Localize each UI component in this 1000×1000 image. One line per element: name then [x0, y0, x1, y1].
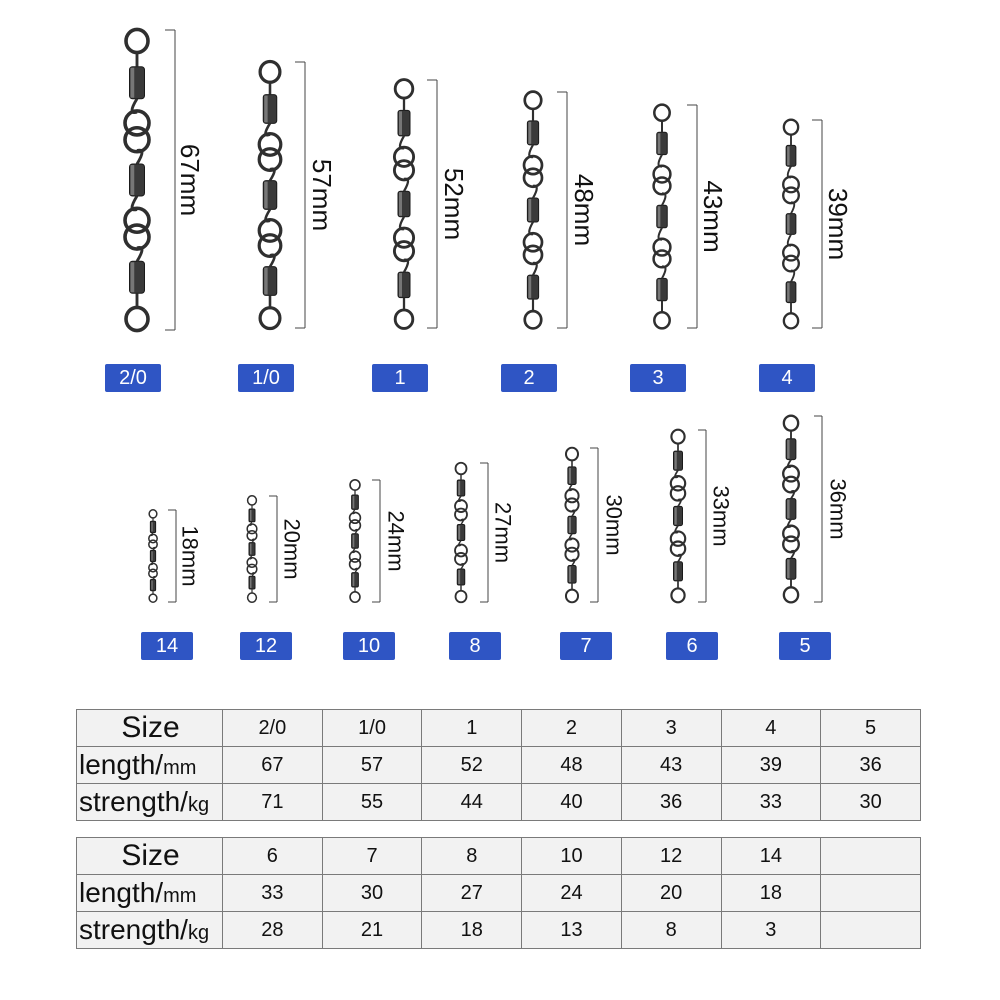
- strength-cell: [821, 912, 921, 949]
- strength-cell: 36: [621, 784, 721, 821]
- length-label: 48mm: [569, 173, 599, 247]
- size-cell: 1/0: [322, 710, 422, 747]
- barrel-highlight: [353, 496, 355, 508]
- eye-ring: [671, 588, 684, 602]
- barrel-highlight: [131, 68, 135, 98]
- length-cell: 43: [621, 747, 721, 784]
- split-ring: [394, 242, 413, 261]
- barrel-highlight: [353, 574, 355, 586]
- swivel-item: [125, 29, 205, 330]
- eye-ring: [654, 105, 669, 121]
- size-table-2: [76, 837, 921, 949]
- wire-loop: [572, 560, 575, 566]
- strength-cell: 71: [223, 784, 323, 821]
- size-cell: 8: [422, 838, 522, 875]
- split-ring: [455, 508, 467, 520]
- length-header-unit: mm: [163, 885, 197, 907]
- eye-ring: [350, 592, 360, 602]
- length-cell: 52: [422, 747, 522, 784]
- split-ring: [125, 225, 149, 249]
- size-badge: 3: [630, 364, 686, 392]
- barrel-highlight: [675, 452, 677, 469]
- size-badge: 5: [779, 632, 831, 660]
- size-badge: 2: [501, 364, 557, 392]
- size-cell: 2: [522, 710, 622, 747]
- size-badge: 14: [141, 632, 193, 660]
- split-ring: [259, 149, 281, 171]
- length-label: 57mm: [307, 158, 337, 232]
- size-cell: 7: [322, 838, 422, 875]
- length-label: 33mm: [708, 485, 734, 547]
- barrel-highlight: [569, 468, 571, 484]
- size-cell: 2/0: [223, 710, 323, 747]
- swivel-item: [783, 120, 853, 329]
- eye-ring: [525, 92, 542, 109]
- barrel-highlight: [399, 192, 402, 216]
- strength-cell: 33: [721, 784, 821, 821]
- length-label: 52mm: [439, 167, 469, 241]
- length-label: 36mm: [825, 478, 851, 540]
- eye-ring: [248, 593, 257, 602]
- size-cell: 14: [721, 838, 821, 875]
- swivel-item: [394, 80, 469, 329]
- length-cell: 24: [522, 875, 622, 912]
- barrel-highlight: [675, 563, 677, 580]
- barrel-highlight: [675, 507, 677, 524]
- wire-loop: [461, 564, 464, 569]
- eye-ring: [566, 590, 578, 603]
- barrel-highlight: [250, 510, 252, 521]
- split-ring: [671, 542, 685, 556]
- size-cell: 5: [821, 710, 921, 747]
- barrel-highlight: [399, 111, 402, 135]
- barrel-highlight: [658, 133, 661, 153]
- eye-ring: [149, 594, 157, 602]
- size-badge: 1/0: [238, 364, 294, 392]
- eye-ring: [395, 80, 413, 98]
- strength-cell: 13: [522, 912, 622, 949]
- length-cell: 33: [223, 875, 323, 912]
- size-cell: 10: [522, 838, 622, 875]
- length-cell: 18: [721, 875, 821, 912]
- size-badge: 4: [759, 364, 815, 392]
- swivel-barrel: [150, 521, 155, 532]
- barrel-highlight: [787, 500, 789, 519]
- table-row-length: [77, 875, 921, 912]
- swivel-item: [149, 510, 203, 602]
- length-label: 43mm: [698, 180, 728, 253]
- wire-loop: [569, 484, 572, 490]
- length-header-label: length/: [79, 749, 164, 780]
- eye-ring: [566, 448, 578, 461]
- swivel-item: [350, 480, 409, 602]
- length-label: 18mm: [177, 525, 203, 587]
- barrel-highlight: [264, 268, 267, 295]
- eye-ring: [149, 510, 157, 518]
- length-cell: 30: [322, 875, 422, 912]
- length-cell: 67: [223, 747, 323, 784]
- length-header: [77, 875, 223, 912]
- table-row-strength: [77, 784, 921, 821]
- strength-cell: 21: [322, 912, 422, 949]
- length-cell: 57: [322, 747, 422, 784]
- size-cell: 12: [621, 838, 721, 875]
- swivel-barrel: [249, 576, 255, 589]
- barrel-highlight: [353, 535, 355, 547]
- swivel-barrel: [249, 509, 255, 522]
- split-ring: [783, 477, 799, 493]
- length-cell: 36: [821, 747, 921, 784]
- strength-cell: 18: [422, 912, 522, 949]
- length-cell: 48: [522, 747, 622, 784]
- swivel-item: [783, 416, 850, 603]
- strength-cell: 3: [721, 912, 821, 949]
- strength-header-unit: kg: [187, 794, 210, 816]
- size-badge: 2/0: [105, 364, 161, 392]
- barrel-highlight: [787, 440, 789, 459]
- split-ring: [783, 537, 799, 553]
- barrel-highlight: [528, 199, 531, 221]
- eye-ring: [260, 308, 280, 329]
- swivel-barrel: [150, 550, 155, 561]
- wire-loop: [459, 496, 462, 501]
- size-badge: 10: [343, 632, 395, 660]
- eye-ring: [248, 496, 257, 505]
- length-label: 27mm: [490, 501, 516, 564]
- barrel-highlight: [151, 551, 152, 560]
- swivel-barrel: [249, 543, 255, 556]
- size-cell: [821, 838, 921, 875]
- table-row-size: [77, 710, 921, 747]
- length-label: 24mm: [383, 510, 409, 572]
- swivel-item: [259, 62, 337, 329]
- wire-loop: [572, 510, 575, 516]
- eye-ring: [784, 120, 798, 135]
- wire-loop: [569, 534, 572, 540]
- eye-ring: [126, 29, 148, 52]
- swivel-item: [247, 496, 304, 602]
- barrel-highlight: [569, 517, 571, 533]
- strength-header-label: strength/: [79, 786, 188, 817]
- barrel-highlight: [658, 279, 661, 299]
- size-cell: 3: [621, 710, 721, 747]
- wire-loop: [461, 519, 464, 524]
- split-ring: [350, 559, 361, 570]
- barrel-highlight: [569, 567, 571, 583]
- swivel-item: [565, 448, 626, 603]
- strength-header-label: strength/: [79, 914, 188, 945]
- barrel-highlight: [131, 165, 135, 195]
- size-cell: 6: [223, 838, 323, 875]
- size-badge: 6: [666, 632, 718, 660]
- strength-cell: 8: [621, 912, 721, 949]
- split-ring: [565, 498, 578, 511]
- eye-ring: [525, 311, 542, 328]
- wire-loop: [355, 529, 357, 533]
- eye-ring: [456, 463, 467, 475]
- strength-header: [77, 784, 223, 821]
- swivel-barrel: [150, 580, 155, 591]
- eye-ring: [395, 310, 413, 328]
- barrel-highlight: [658, 206, 661, 226]
- strength-cell: 44: [422, 784, 522, 821]
- size-badge: 7: [560, 632, 612, 660]
- barrel-highlight: [528, 122, 531, 144]
- wire-loop: [353, 509, 355, 513]
- size-header: Size: [77, 838, 223, 875]
- strength-header: [77, 912, 223, 949]
- length-label: 30mm: [601, 494, 627, 556]
- barrel-highlight: [264, 96, 267, 123]
- length-label: 39mm: [823, 187, 853, 261]
- split-ring: [149, 569, 157, 577]
- strength-cell: 55: [322, 784, 422, 821]
- size-badge: 1: [372, 364, 428, 392]
- split-ring: [524, 246, 542, 264]
- size-header: Size: [77, 710, 223, 747]
- eye-ring: [671, 430, 684, 444]
- table-row-strength: [77, 912, 921, 949]
- length-cell: 27: [422, 875, 522, 912]
- split-ring: [247, 531, 257, 541]
- split-ring: [259, 235, 281, 257]
- barrel-highlight: [787, 559, 789, 578]
- barrel-highlight: [151, 522, 152, 531]
- split-ring: [565, 548, 578, 561]
- split-ring: [125, 128, 149, 152]
- eye-ring: [784, 416, 798, 431]
- size-cell: 4: [721, 710, 821, 747]
- split-ring: [654, 250, 671, 267]
- length-cell: 39: [721, 747, 821, 784]
- barrel-highlight: [264, 182, 267, 209]
- wire-loop: [459, 541, 462, 546]
- barrel-highlight: [787, 283, 789, 302]
- strength-cell: 40: [522, 784, 622, 821]
- eye-ring: [126, 307, 148, 330]
- strength-header-unit: kg: [187, 922, 210, 944]
- length-cell: 20: [621, 875, 721, 912]
- split-ring: [783, 256, 799, 272]
- barrel-highlight: [787, 215, 789, 234]
- barrel-highlight: [250, 577, 252, 588]
- size-badge: 12: [240, 632, 292, 660]
- strength-cell: 28: [223, 912, 323, 949]
- wire-loop: [353, 548, 355, 552]
- eye-ring: [350, 480, 360, 490]
- eye-ring: [784, 587, 798, 602]
- size-table-1: [76, 709, 921, 821]
- length-header-unit: mm: [163, 757, 197, 779]
- barrel-highlight: [458, 526, 460, 540]
- barrel-highlight: [399, 273, 402, 297]
- split-ring: [149, 540, 157, 548]
- size-cell: 1: [422, 710, 522, 747]
- barrel-highlight: [458, 481, 460, 495]
- split-ring: [671, 486, 685, 500]
- barrel-highlight: [151, 581, 152, 590]
- split-ring: [783, 188, 799, 204]
- eye-ring: [456, 591, 467, 603]
- length-cell: [821, 875, 921, 912]
- length-header: [77, 747, 223, 784]
- table-row-length: [77, 747, 921, 784]
- table-row-size: [77, 838, 921, 875]
- split-ring: [524, 169, 542, 187]
- eye-ring: [654, 312, 669, 328]
- split-ring: [394, 161, 413, 180]
- eye-ring: [784, 313, 798, 328]
- barrel-highlight: [528, 276, 531, 298]
- swivel-item: [654, 105, 728, 329]
- size-badge: 8: [449, 632, 501, 660]
- barrel-highlight: [458, 570, 460, 584]
- split-ring: [247, 564, 257, 574]
- swivel-item: [524, 92, 599, 329]
- split-ring: [455, 553, 467, 565]
- barrel-highlight: [250, 544, 252, 555]
- barrel-highlight: [787, 146, 789, 165]
- split-ring: [654, 177, 671, 194]
- length-label: 67mm: [175, 143, 205, 217]
- length-header-label: length/: [79, 877, 164, 908]
- wire-loop: [355, 568, 357, 572]
- strength-cell: 30: [821, 784, 921, 821]
- split-ring: [350, 520, 361, 531]
- swivel-item: [671, 430, 734, 603]
- eye-ring: [260, 62, 280, 83]
- length-label: 20mm: [279, 518, 305, 580]
- barrel-highlight: [131, 262, 135, 292]
- swivel-item: [455, 463, 516, 603]
